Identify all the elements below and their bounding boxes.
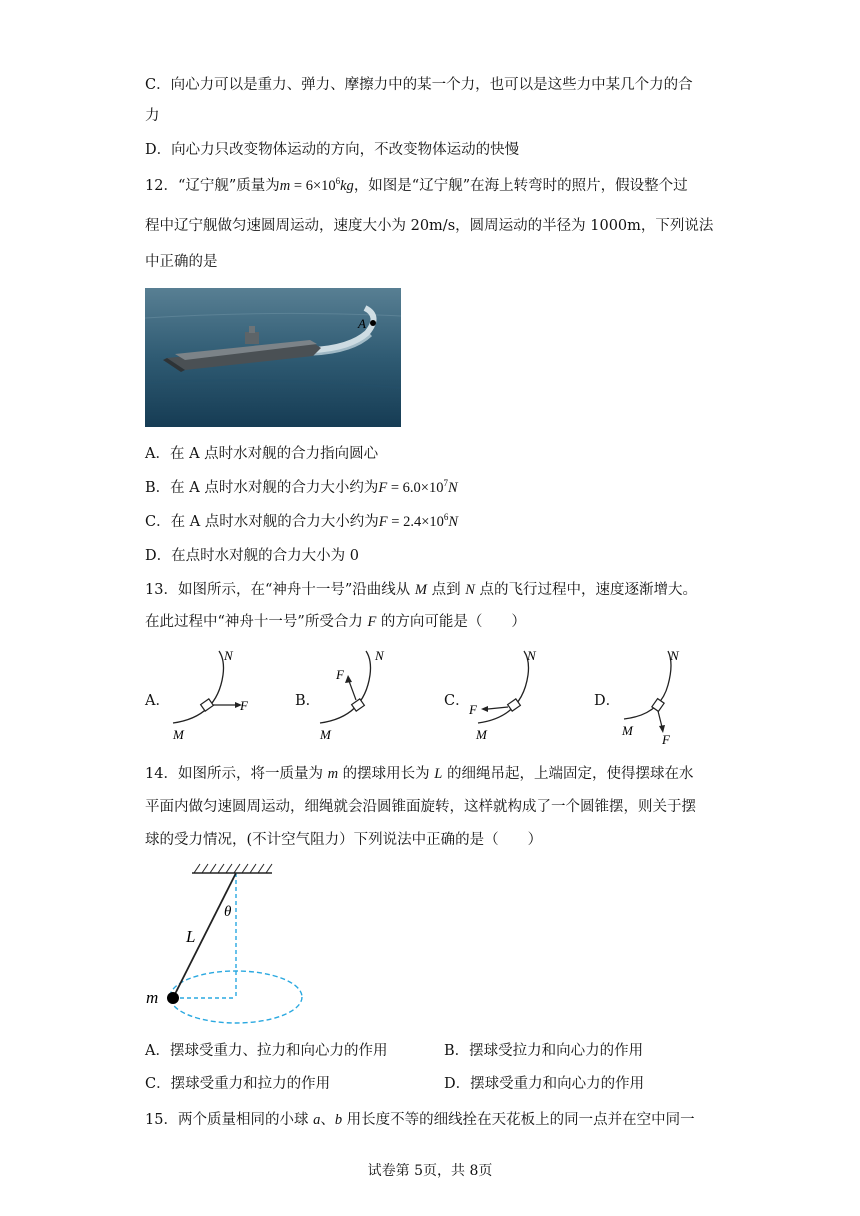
q12-option-d: D．在点时水对舰的合力大小为 0 — [145, 548, 359, 564]
svg-text:F: F — [336, 667, 344, 682]
q12-mass-symbol: m — [279, 178, 291, 194]
svg-text:N: N — [670, 648, 679, 663]
q12-stem-line3: 中正确的是 — [145, 254, 218, 270]
q14-stem-line3: 球的受力情况，(不计空气阻力）下列说法中正确的是（ ） — [145, 832, 543, 848]
q13-figure-b — [312, 645, 412, 745]
point-a-label: A — [358, 316, 366, 331]
q14-option-a: A．摆球受重力、拉力和向心力的作用 — [145, 1043, 388, 1059]
pendulum-string — [173, 873, 236, 998]
q13-figure-a — [165, 645, 265, 745]
svg-text:M: M — [173, 727, 184, 742]
svg-text:N: N — [527, 648, 536, 663]
angle-theta-label: θ — [224, 904, 232, 920]
q11-option-c-line1: C．向心力可以是重力、弹力、摩擦力中的某一个力，也可以是这些力中某几个力的合 — [145, 77, 693, 93]
q14-option-b: B．摆球受拉力和向心力的作用 — [444, 1043, 644, 1059]
conical-pendulum-figure — [140, 860, 320, 1035]
svg-text:F: F — [469, 702, 477, 717]
q14-option-d: D．摆球受重力和向心力的作用 — [444, 1076, 645, 1092]
q12-option-a: A．在 A 点时水对舰的合力指向圆心 — [145, 446, 379, 462]
aircraft-carrier-photo — [145, 288, 401, 427]
q13-figure-d — [620, 645, 720, 745]
q13-stem-line2: 在此过程中“神舟十一号”所受合力 F 的方向可能是（ ） — [145, 614, 526, 630]
mass-m-label: m — [146, 988, 159, 1007]
point-a-marker — [370, 320, 376, 326]
q14-stem-line2: 平面内做匀速圆周运动，细绳就会沿圆锥面旋转，这样就构成了一个圆锥摆，则关于摆 — [145, 799, 696, 815]
svg-text:M: M — [622, 723, 633, 738]
svg-text:M: M — [476, 727, 487, 742]
q12-stem-line2: 程中辽宁舰做匀速圆周运动，速度大小为 20m/s，圆周运动的半径为 1000m，下列说法 — [145, 218, 714, 234]
q15-stem-line1: 15．两个质量相同的小球 a、b 用长度不等的细线拴在天花板上的同一点并在空中同一 — [145, 1112, 695, 1128]
svg-text:M: M — [320, 727, 331, 742]
q11-option-d: D．向心力只改变物体运动的方向，不改变物体运动的快慢 — [145, 142, 520, 158]
q14-option-c: C．摆球受重力和拉力的作用 — [145, 1076, 331, 1092]
pendulum-ball — [167, 992, 179, 1004]
svg-text:N: N — [224, 648, 233, 663]
q12-stem-line1: 12．“辽宁舰”质量为$m = 6\times 10^6kg$，如图是“辽宁舰”在海上转弯时的照片，假设整个过 — [145, 176, 688, 194]
q12-option-c: C．在 A 点时水对舰的合力大小约为$F = 2.4\times 10^6N$ — [145, 512, 459, 530]
q13-figure-c — [466, 645, 566, 745]
svg-text:F: F — [240, 698, 248, 713]
ceiling-hatching — [194, 864, 272, 873]
svg-text:F: F — [662, 732, 670, 745]
svg-text:N: N — [375, 648, 384, 663]
q12-option-b: B．在 A 点时水对舰的合力大小约为$F = 6.0\times 10^7N$ — [145, 478, 458, 496]
q13-option-c-label: C． — [444, 693, 470, 709]
q13-option-d-label: D． — [594, 693, 621, 709]
q14-stem-line1: 14．如图所示，将一质量为 m 的摆球用长为 L 的细绳吊起，上端固定，使得摆球在水 — [145, 766, 694, 782]
length-l-label: L — [186, 927, 196, 946]
q11-option-c-line2: 力 — [145, 108, 160, 124]
q13-stem-line1: 13．如图所示，在“神舟十一号”沿曲线从 M 点到 N 点的飞行过程中，速度逐渐增大。 — [145, 582, 697, 598]
page-footer: 试卷第 5页，共 8页 — [367, 1163, 493, 1179]
q13-option-b-label: B． — [295, 693, 321, 709]
q13-option-a-label: A． — [145, 693, 170, 709]
